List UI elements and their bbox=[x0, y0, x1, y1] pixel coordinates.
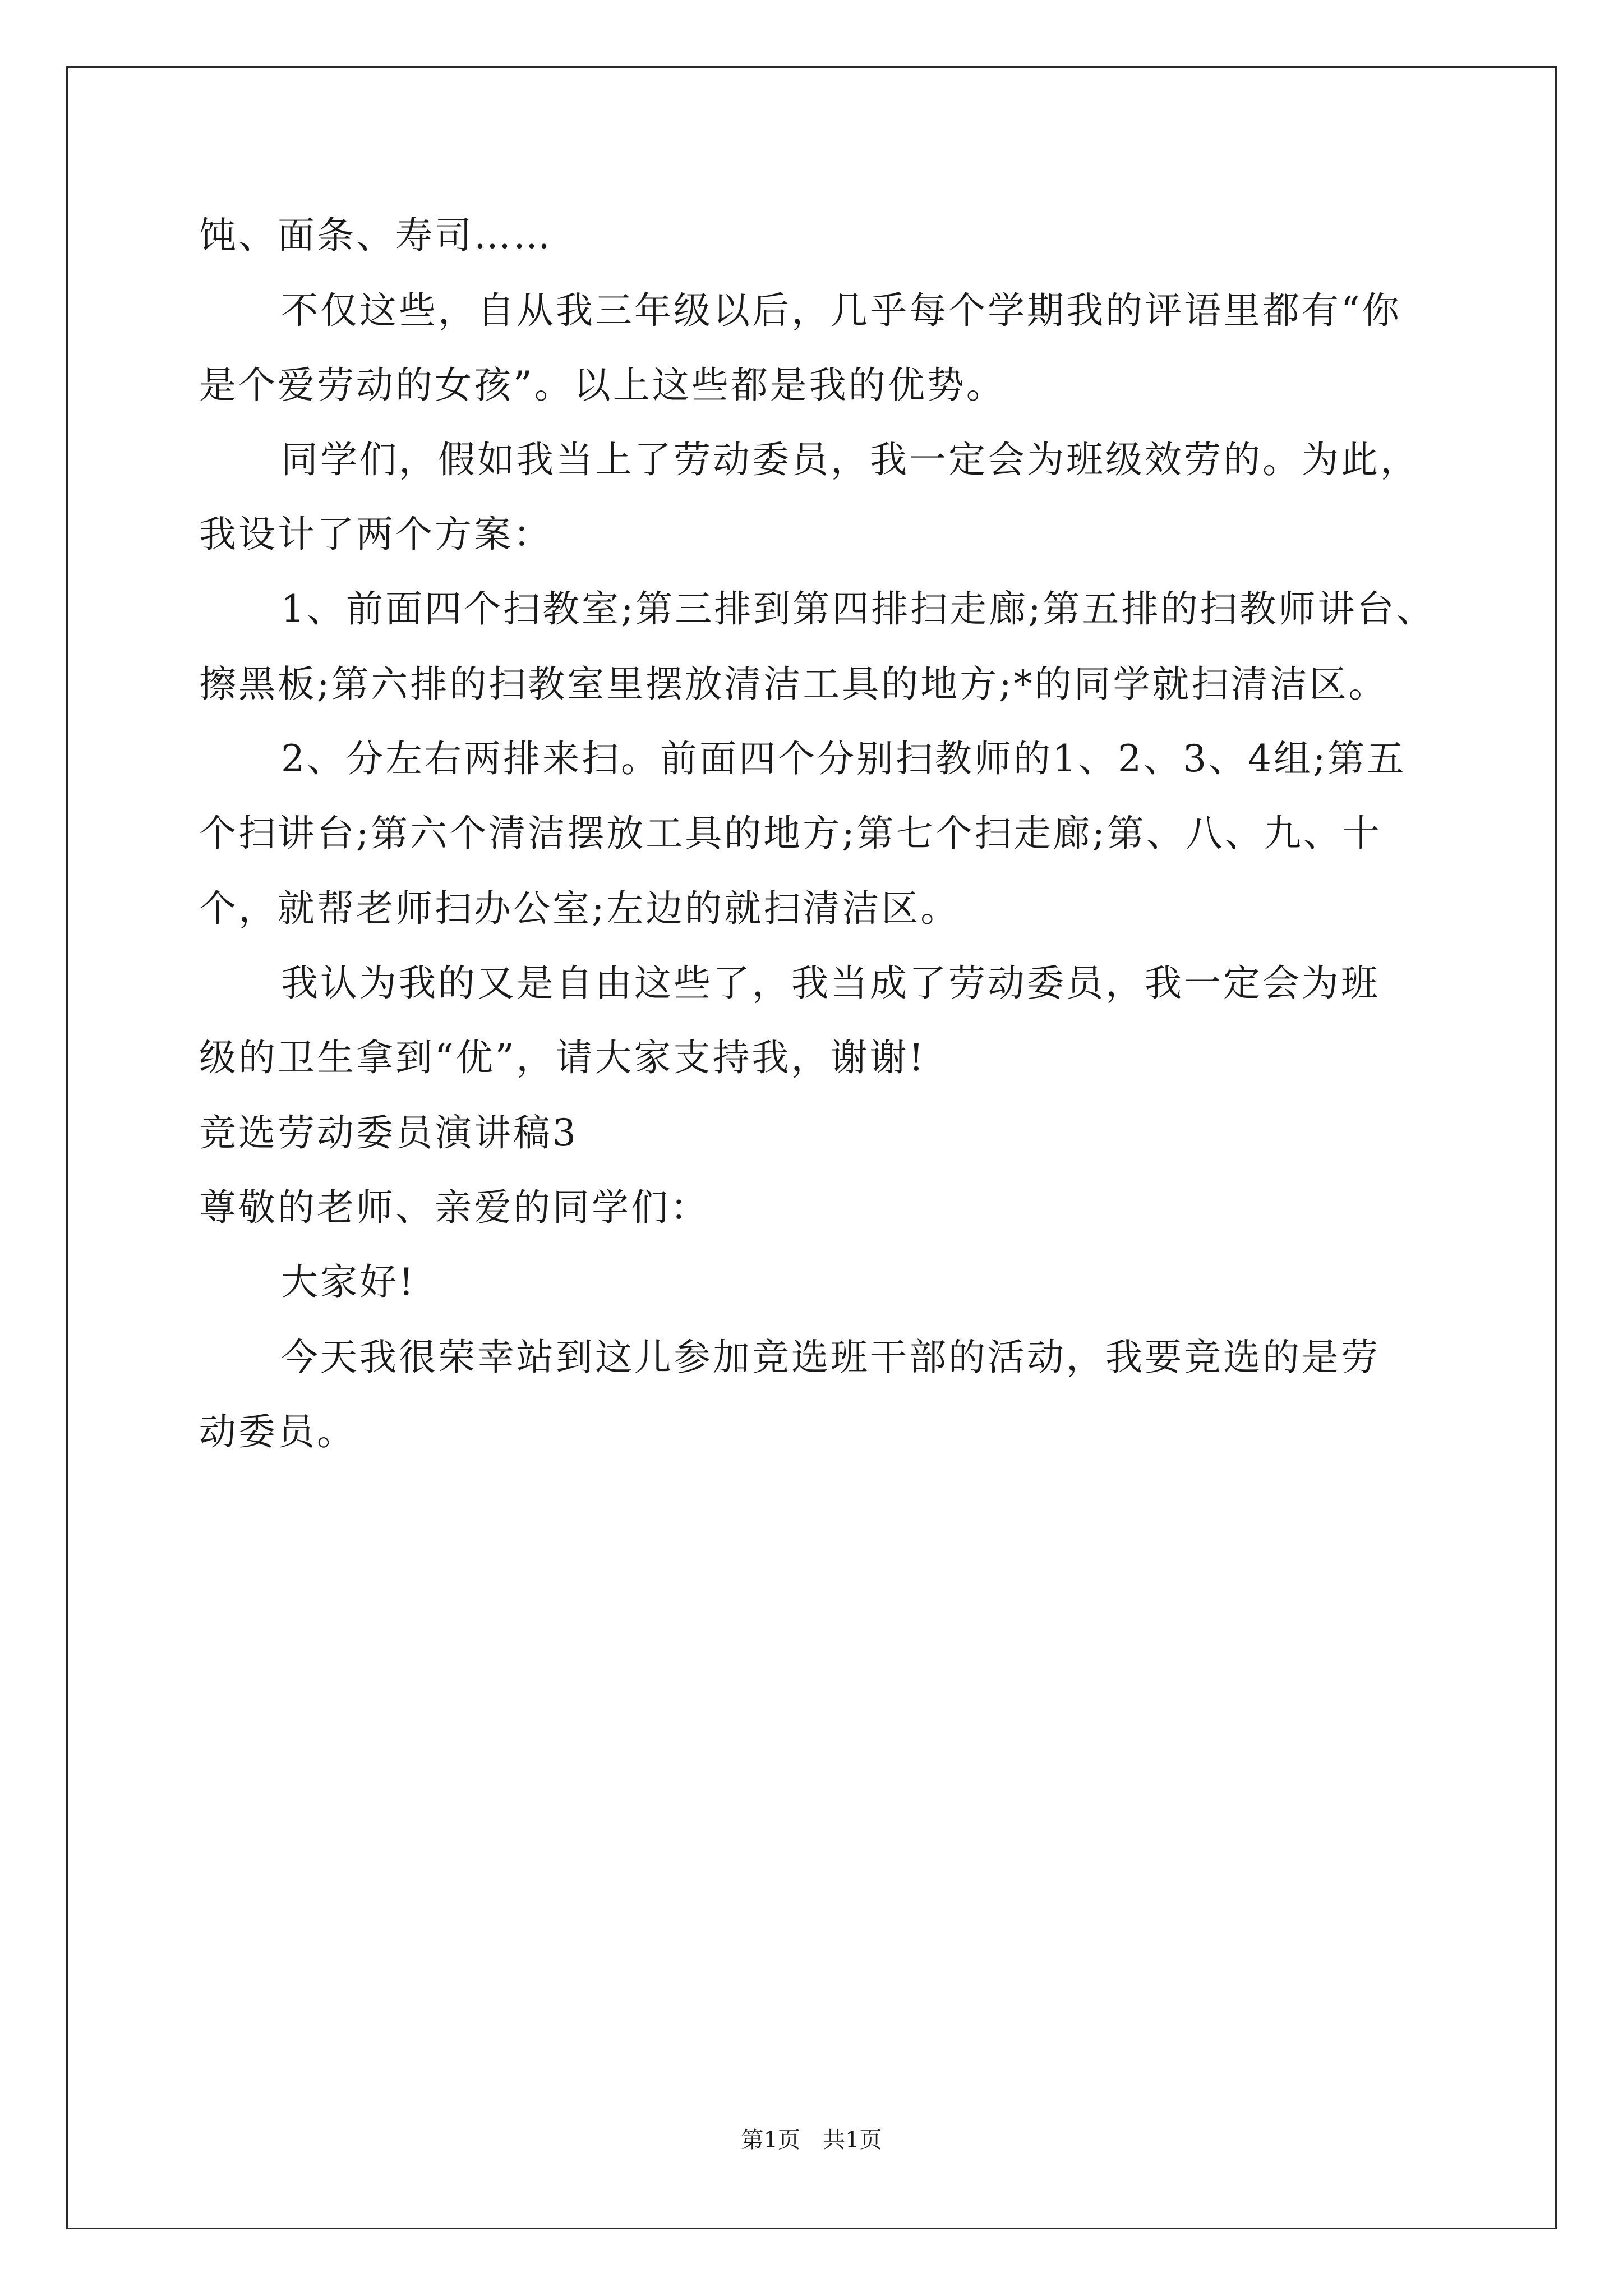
text-line: 是个爱劳动的女孩”。以上这些都是我的优势。 bbox=[199, 364, 1006, 407]
text-line: 擦黑板;第六排的扫教室里摆放清洁工具的地方;*的同学就扫清洁区。 bbox=[199, 662, 1388, 706]
section-title: 竞选劳动委员演讲稿3 bbox=[199, 1111, 578, 1154]
text-line: 个，就帮老师扫办公室;左边的就扫清洁区。 bbox=[199, 887, 960, 930]
paragraph-start: 今天我很荣幸站到这儿参加竞选班干部的活动，我要竞选的是劳 bbox=[281, 1336, 1380, 1379]
text-line: 动委员。 bbox=[199, 1410, 356, 1453]
text-line: 级的卫生拿到“优”，请大家支持我，谢谢! bbox=[199, 1036, 926, 1079]
paragraph-start: 我认为我的又是自由这些了，我当成了劳动委员，我一定会为班 bbox=[281, 961, 1380, 1005]
page-footer: 第1页 共1页 bbox=[741, 2127, 882, 2153]
paragraph-start: 同学们，假如我当上了劳动委员，我一定会为班级效劳的。为此， bbox=[281, 438, 1419, 481]
salutation: 尊敬的老师、亲爱的同学们： bbox=[199, 1186, 709, 1229]
paragraph-start: 1、前面四个扫教室;第三排到第四排扫走廊;第五排的扫教师讲台、 bbox=[281, 587, 1436, 631]
text-line: 我设计了两个方案： bbox=[199, 513, 552, 556]
text-line: 个扫讲台;第六个清洁摆放工具的地方;第七个扫走廊;第、八、九、十 bbox=[199, 812, 1382, 855]
greeting: 大家好! bbox=[281, 1260, 416, 1304]
paragraph-start: 不仅这些，自从我三年级以后，几乎每个学期我的评语里都有“你 bbox=[281, 289, 1401, 332]
text-line: 饨、面条、寿司…… bbox=[199, 214, 552, 257]
paragraph-start: 2、分左右两排来扫。前面四个分别扫教师的1、2、3、4组;第五 bbox=[281, 737, 1407, 780]
